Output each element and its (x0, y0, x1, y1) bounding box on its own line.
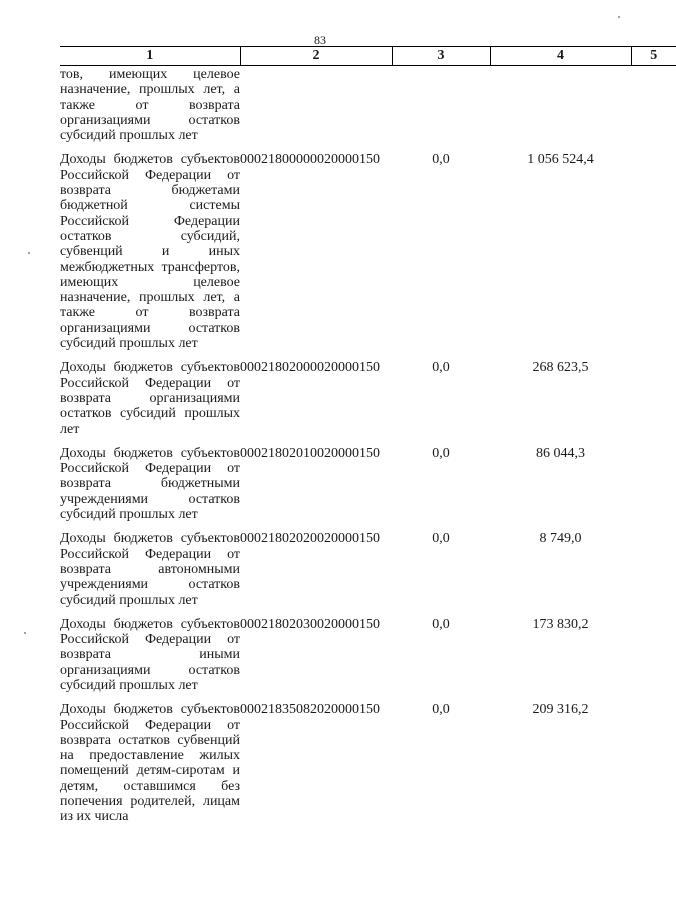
row-col4-value: 173 830,2 (532, 616, 589, 632)
row-name: Доходы бюджетов субъектов Российской Федерации от возврата автономными учреждениями остатков субсидий прошлых лет (60, 531, 240, 608)
row-col3-value: 0,0 (432, 152, 450, 168)
page-number: 83 (314, 33, 326, 47)
row-code: 00021802010020000150 (240, 445, 380, 461)
row-code (240, 66, 392, 153)
row-col3-value (392, 66, 490, 153)
row-name: Доходы бюджетов субъектов Российской Федерации от возврата остатков субвенций на предоставление жилых помещений детям-сиротам и детям, оставшимся без попечения родителей, лицам из их числа (60, 702, 240, 825)
row-name: Доходы бюджетов субъектов Российской Федерации от возврата бюджетными учреждениями остатков субсидий прошлых лет (60, 445, 240, 523)
row-col4-value: 86 044,3 (536, 445, 585, 461)
budget-revenue-table (60, 46, 676, 834)
row-code: 00021802000020000150 (240, 360, 380, 376)
row-col5-value (631, 617, 676, 702)
column-header-5: 5 (631, 47, 676, 66)
row-col5-value (631, 360, 676, 445)
row-col5-value (631, 446, 676, 531)
row-name: тов, имеющих целевое назначение, прошлых лет, а также от возврата организациями остатков субсидий прошлых лет (60, 67, 240, 144)
row-name: Доходы бюджетов субъектов Российской Федерации от возврата иными организациями остатков субсидий прошлых лет (60, 616, 240, 693)
scan-speck (618, 16, 620, 18)
column-header-1: 1 (60, 47, 240, 66)
row-col5-value (631, 531, 676, 616)
scan-speck (24, 632, 26, 634)
row-col4-value: 209 316,2 (532, 702, 589, 718)
row-code: 00021802030020000150 (240, 616, 380, 632)
row-code: 00021835082020000150 (240, 702, 380, 718)
row-col4-value (490, 66, 631, 153)
scan-speck (28, 252, 30, 254)
row-col5-value (631, 66, 676, 153)
table-row (60, 360, 676, 445)
row-col3-value: 0,0 (432, 616, 450, 632)
row-col5-value (631, 152, 676, 360)
row-col3-value: 0,0 (432, 531, 450, 547)
table-row (60, 446, 676, 531)
row-col4-value: 1 056 524,4 (527, 152, 594, 168)
table-row (60, 66, 676, 153)
table-row (60, 531, 676, 616)
row-col3-value: 0,0 (432, 360, 450, 376)
row-code: 00021802020020000150 (240, 531, 380, 547)
table-row (60, 702, 676, 833)
table-row (60, 152, 676, 360)
column-header-4: 4 (490, 47, 631, 66)
row-code: 00021800000020000150 (240, 152, 380, 168)
row-name: Доходы бюджетов субъектов Российской Федерации от возврата организациями остатков субсидий прошлых лет (60, 360, 240, 437)
row-col4-value: 268 623,5 (532, 360, 589, 376)
column-header-2: 2 (240, 47, 392, 66)
row-name: Доходы бюджетов субъектов Российской Федерации от возврата бюджетами бюджетной системы Российской Федерации остатков субсидий, субвенций и иных межбюджетных трансфертов, имеющих целевое назначение, прошлых лет, а также от возврата организациями остатков субсидий прошлых лет (60, 152, 240, 352)
row-col5-value (631, 702, 676, 833)
row-col3-value: 0,0 (432, 445, 450, 461)
column-header-3: 3 (392, 47, 490, 66)
table-header (60, 47, 676, 66)
table-row (60, 617, 676, 702)
row-col3-value: 0,0 (432, 702, 450, 718)
row-col4-value: 8 749,0 (539, 531, 582, 547)
